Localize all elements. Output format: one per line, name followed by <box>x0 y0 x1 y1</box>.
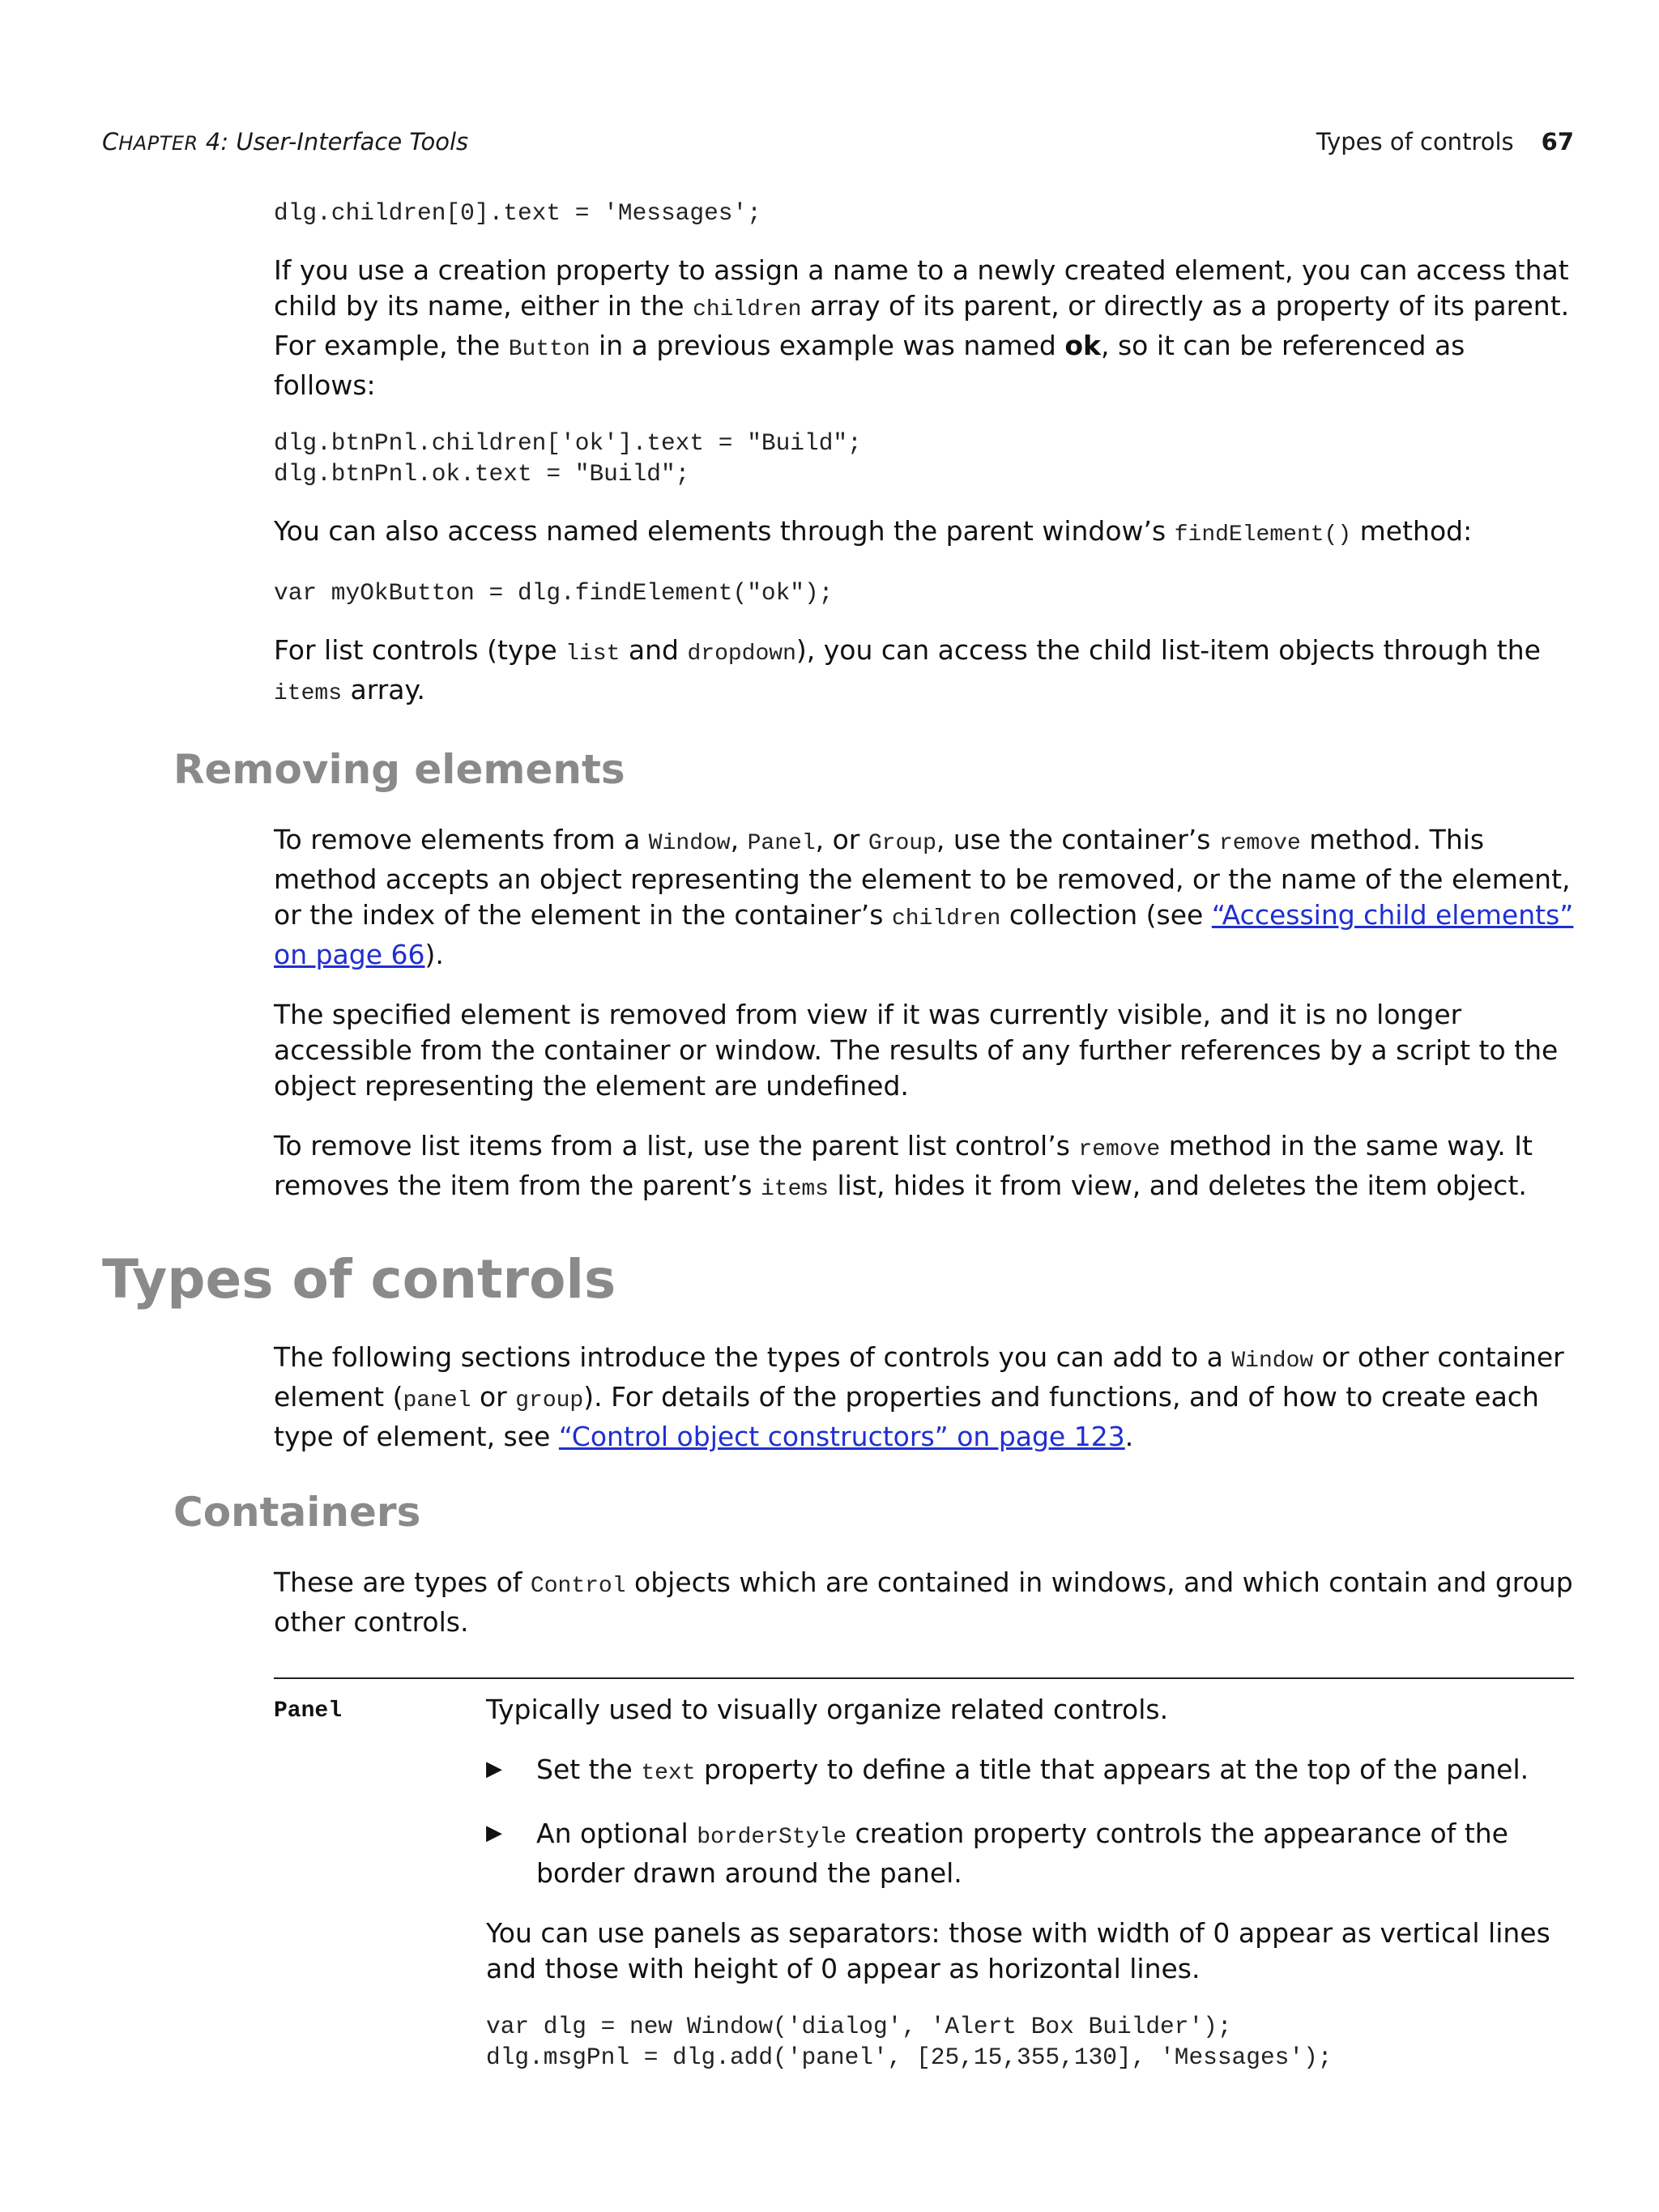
text: method in the same way. It removes the item from the parent’s <box>274 1130 1533 1201</box>
inline-code: Window <box>1231 1349 1314 1374</box>
link-accessing-child-elements[interactable]: “Accessing child elements” on page 66 <box>274 899 1574 970</box>
inline-code: remove <box>1218 831 1301 856</box>
text: creation property controls the appearance of the border drawn around the panel. <box>536 1818 1508 1889</box>
text: To remove elements from a <box>274 824 649 855</box>
paragraph-3 <box>274 633 1574 712</box>
text: If you use a creation property to assign a name to a newly created element, you can access that child by its name, either in the <box>274 254 1569 322</box>
text: property to define a title that appears at the top of the panel. <box>695 1754 1529 1785</box>
inline-code: dropdown <box>687 641 796 667</box>
bullet-text <box>536 1816 1574 1891</box>
inline-code: group <box>515 1388 584 1413</box>
inline-code: children <box>693 297 802 322</box>
page-number: 67 <box>1541 128 1574 156</box>
section-title: Types of controls <box>1316 128 1514 156</box>
running-header <box>102 128 1574 156</box>
paragraph-2 <box>274 514 1574 553</box>
text: . <box>1124 1421 1134 1452</box>
text: list, hides it from view, and deletes the item object. <box>828 1170 1527 1201</box>
text: , <box>730 824 748 855</box>
bullet-item <box>486 1752 1574 1792</box>
chapter-rest: 4: User-Interface Tools <box>198 128 469 156</box>
text: You can also access named elements through the parent window’s <box>274 515 1175 547</box>
inline-code: borderStyle <box>697 1825 847 1850</box>
link-control-object-constructors[interactable]: “Control object constructors” on page 123 <box>558 1421 1125 1452</box>
bullet-text <box>536 1752 1529 1792</box>
text: collection (see <box>1000 899 1212 931</box>
chapter-smallcaps: HAPTER <box>118 132 198 155</box>
paragraph-4 <box>274 822 1574 973</box>
table-term-column <box>274 1692 486 2097</box>
text: , so it can be referenced as follows: <box>274 330 1465 401</box>
text: and <box>620 634 688 666</box>
panel-separator-note: You can use panels as separators: those with width of 0 appear as vertical lines and those with height of 0 appear as horizontal lines. <box>486 1917 1550 1984</box>
text: ), you can access the child list-item objects through the <box>795 634 1541 666</box>
text: or <box>471 1381 516 1413</box>
chapter-title <box>102 128 468 156</box>
panel-description: Typically used to visually organize related controls. <box>486 1694 1169 1725</box>
text: To remove list items from a list, use the parent list control’s <box>274 1130 1079 1161</box>
code-block-1: dlg.children[0].text = 'Messages'; <box>274 199 761 227</box>
paragraph-5: The specified element is removed from view if it was currently visible, and it is no longer accessible from the container or window. The results of any further references by a script to the object representing the element are undefined. <box>274 999 1559 1102</box>
text: in a previous example was named <box>590 330 1065 361</box>
bullet-item <box>486 1816 1574 1891</box>
bullet-triangle-icon: ▶ <box>486 1821 502 1845</box>
inline-code: Control <box>530 1574 626 1599</box>
paragraph-1 <box>274 253 1574 403</box>
text: array. <box>342 674 425 705</box>
inline-code: findElement() <box>1174 522 1352 548</box>
paragraph-6 <box>274 1128 1574 1208</box>
text: objects which are contained in windows, and which contain and group other controls. <box>274 1566 1573 1638</box>
table-term-panel: Panel <box>274 1698 343 1724</box>
inline-code: Window <box>648 831 731 856</box>
header-right <box>1316 128 1574 156</box>
text: ). For details of the properties and functions, and of how to create each type of element, see <box>274 1381 1539 1452</box>
inline-code: remove <box>1078 1137 1161 1162</box>
inline-code: items <box>760 1177 829 1202</box>
inline-code: Panel <box>747 831 816 856</box>
text: method. This method accepts an object representing the element to be removed, or the name of the element, or the index of the element in the container’s <box>274 824 1571 931</box>
body-types <box>274 1340 1574 1455</box>
table-description-column <box>486 1692 1574 2097</box>
inline-code: Group <box>868 831 936 856</box>
chapter-prefix: C <box>102 128 119 156</box>
paragraph-7 <box>274 1340 1574 1455</box>
text: Set the <box>536 1754 642 1785</box>
body-top <box>274 198 1574 712</box>
text: ). <box>424 939 444 970</box>
text: , use the container’s <box>936 824 1219 855</box>
text: array of its parent, or directly as a property of its parent. For example, the <box>274 290 1570 361</box>
heading-containers: Containers <box>173 1489 421 1536</box>
bullet-triangle-icon: ▶ <box>486 1757 502 1781</box>
inline-code: panel <box>403 1388 471 1413</box>
panel-code-example: var dlg = new Window('dialog', 'Alert Box Builder'); dlg.msgPnl = dlg.add('panel', [25,15,355,130], 'Messages'); <box>486 2013 1333 2071</box>
bold-text: ok <box>1064 330 1101 361</box>
inline-code: items <box>274 681 343 706</box>
text: or other container element ( <box>274 1341 1564 1413</box>
text: For list controls (type <box>274 634 566 666</box>
text: The following sections introduce the types of controls you can add to a <box>274 1341 1232 1373</box>
containers-table <box>274 1677 1574 2097</box>
heading-removing-elements: Removing elements <box>173 746 625 793</box>
text: These are types of <box>274 1566 531 1598</box>
inline-code: children <box>891 906 1001 931</box>
code-block-2: dlg.btnPnl.children['ok'].text = "Build"; dlg.btnPnl.ok.text = "Build"; <box>274 429 862 488</box>
inline-code: text <box>641 1761 696 1786</box>
body-containers <box>274 1565 1574 2097</box>
body-removing <box>274 822 1574 1208</box>
heading-types-of-controls: Types of controls <box>102 1248 616 1311</box>
text: An optional <box>536 1818 697 1849</box>
code-block-3: var myOkButton = dlg.findElement("ok"); <box>274 579 834 607</box>
inline-code: Button <box>508 337 591 362</box>
text: method: <box>1351 515 1473 547</box>
paragraph-8 <box>274 1565 1574 1640</box>
inline-code: list <box>565 641 621 667</box>
text: , or <box>815 824 868 855</box>
